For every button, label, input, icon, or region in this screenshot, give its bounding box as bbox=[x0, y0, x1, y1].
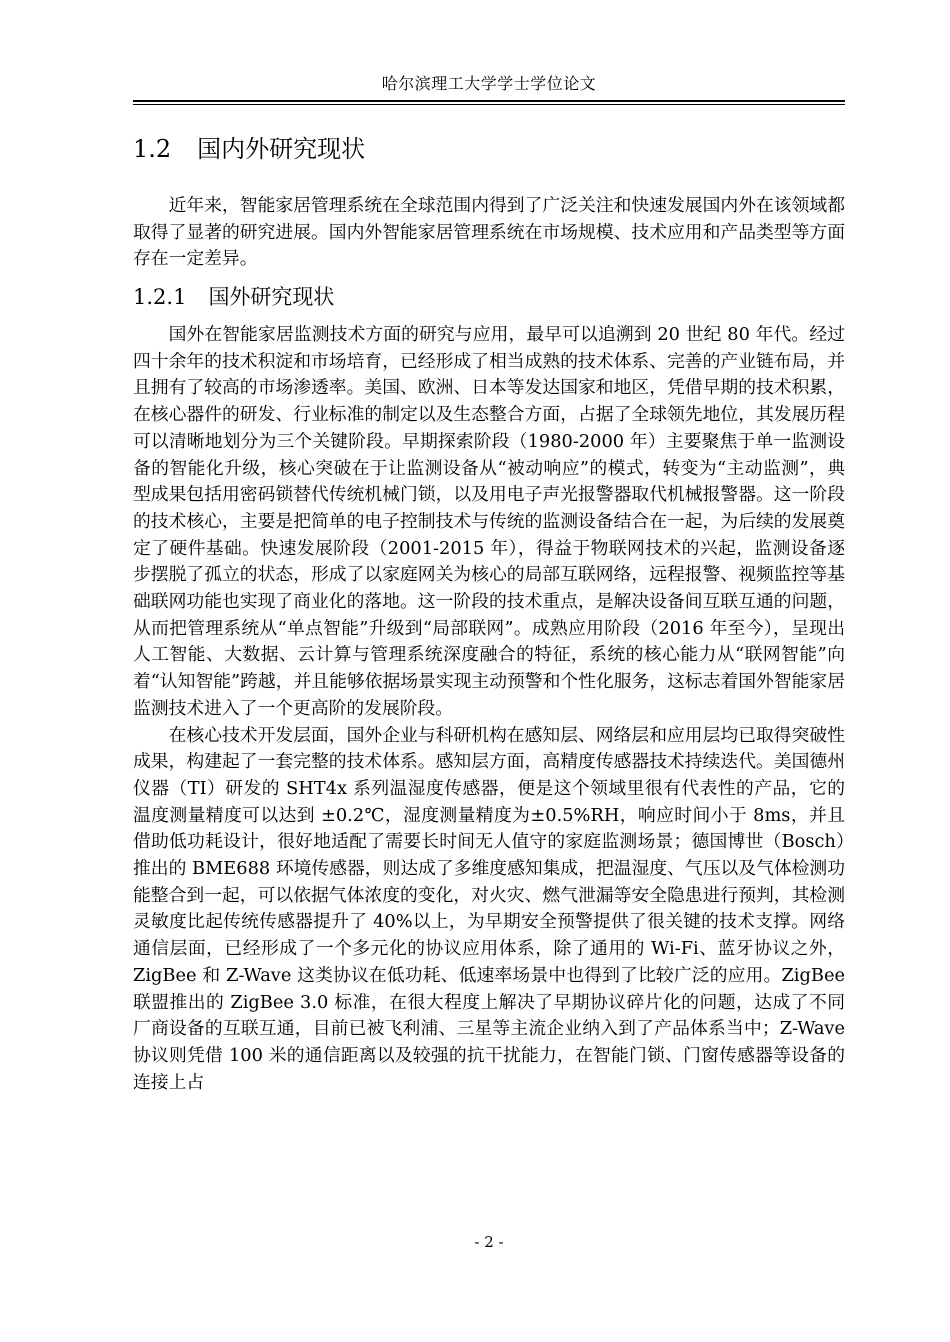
thesis-header-title: 哈尔滨理工大学学士学位论文 bbox=[381, 74, 597, 93]
subsection-heading bbox=[133, 283, 334, 311]
section-heading bbox=[133, 133, 365, 165]
page-number: - 2 - bbox=[474, 1233, 504, 1251]
subsection-title: 国外研究现状 bbox=[208, 285, 335, 309]
body-text bbox=[133, 322, 845, 1096]
subsection-number: 1.2.1 bbox=[133, 285, 187, 309]
body-paragraph: 国外在智能家居监测技术方面的研究与应用，最早可以追溯到 20 世纪 80 年代。经过四十余年的技术积淀和市场培育，已经形成了相当成熟的技术体系、完善的产业链布局，并且拥有了较高的市场渗透率。美国、欧洲、日本等发达国家和地区，凭借早期的技术积累，在核心器件的研发、行业标准的制定以及生态整合方面，占据了全球领先地位，其发展历程可以清晰地划分为三个关键阶段。早期探索阶段（1980-2000 年）主要聚焦于单一监测设备的智能化升级，核心突破在于让监测设备从“被动响应”的模式，转变为“主动监测”，典型成果包括用密码锁替代传统机械门锁，以及用电子声光报警器取代机械报警器。这一阶段的技术核心，主要是把简单的电子控制技术与传统的监测设备结合在一起，为后续的发展奠定了硬件基础。快速发展阶段（2001-2015 年），得益于物联网技术的兴起，监测设备逐步摆脱了孤立的状态，形成了以家庭网关为核心的局部互联网络，远程报警、视频监控等基础联网功能也实现了商业化的落地。这一阶段的技术重点，是解决设备间互联互通的问题，从而把管理系统从“单点智能”升级到“局部联网”。成熟应用阶段（2016 年至今），呈现出人工智能、大数据、云计算与管理系统深度融合的特征，系统的核心能力从“联网智能”向着“认知智能”跨越，并且能够依据场景实现主动预警和个性化服务，这标志着国外智能家居监测技术进入了一个更高阶的发展阶段。 bbox=[133, 324, 845, 719]
intro-paragraph: 近年来，智能家居管理系统在全球范围内得到了广泛关注和快速发展国内外在该领域都取得了显著的研究进展。国内外智能家居管理系统在市场规模、技术应用和产品类型等方面存在一定差异。 bbox=[133, 195, 845, 270]
section-number: 1.2 bbox=[133, 135, 172, 163]
header-rule-thin bbox=[133, 104, 845, 105]
body-paragraph: 在核心技术开发层面，国外企业与科研机构在感知层、网络层和应用层均已取得突破性成果，构建起了一套完整的技术体系。感知层方面，高精度传感器技术持续迭代。美国德州仪器（TI）研发的 SHT4x 系列温湿度传感器，便是这个领域里很有代表性的产品，它的温度测量精度可以达到 ±0.2℃，湿度测量精度为±0.5%RH，响应时间小于 8ms，并且借助低功耗设计，很好地适配了需要长时间无人值守的家庭监测场景；德国博世（Bosch）推出的 BME688 环境传感器，则达成了多维度感知集成，把温湿度、气压以及气体检测功能整合到一起，可以依据气体浓度的变化，对火灾、燃气泄漏等安全隐患进行预判，其检测灵敏度比起传统传感器提升了 40%以上，为早期安全预警提供了很关键的技术支撑。网络通信层面，已经形成了一个多元化的协议应用体系，除了通用的 Wi-Fi、蓝牙协议之外，ZigBee 和 Z-Wave 这类协议在低功耗、低速率场景中也得到了比较广泛的应用。ZigBee 联盟推出的 ZigBee 3.0 标准，在很大程度上解决了早期协议碎片化的问题，达成了不同厂商设备的互联互通，目前已被飞利浦、三星等主流企业纳入到了产品体系当中；Z-Wave 协议则凭借 100 米的通信距离以及较强的抗干扰能力，在智能门锁、门窗传感器等设备的连接上占 bbox=[133, 724, 845, 1093]
section-title: 国内外研究现状 bbox=[197, 135, 366, 163]
header-rule-thick bbox=[133, 100, 845, 102]
